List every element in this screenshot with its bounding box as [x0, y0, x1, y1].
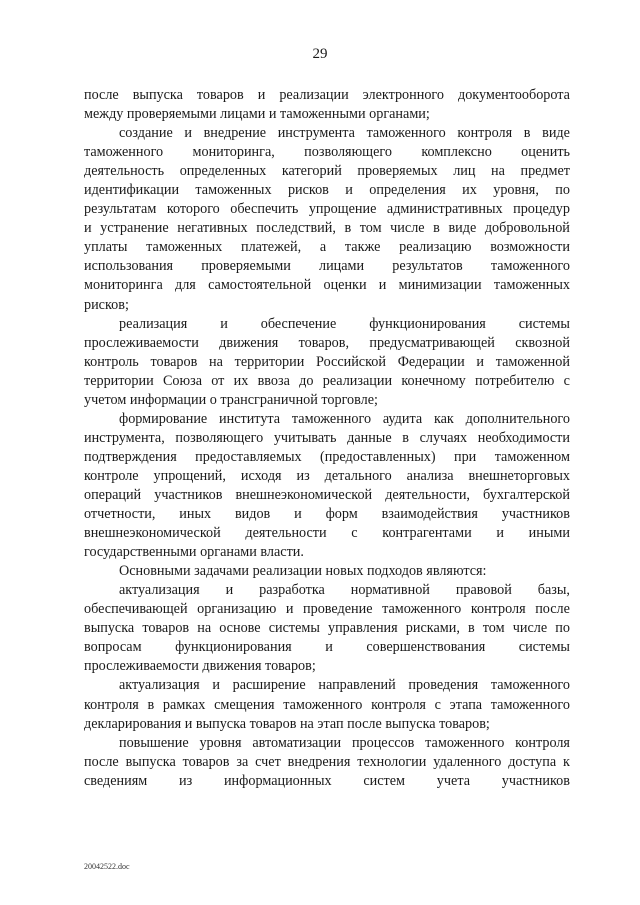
text-line	[84, 429, 570, 448]
word: детального	[324, 467, 392, 484]
word: контроля	[470, 601, 526, 618]
word: нормативной	[350, 582, 430, 599]
word: контрагентами	[382, 525, 472, 542]
word: сведениям	[84, 772, 148, 789]
word: их	[462, 182, 477, 199]
word: и	[84, 220, 92, 237]
text-line: Основными задачами реализации новых подходов являются:	[119, 563, 487, 580]
word: базы,	[537, 582, 570, 599]
word: Союза	[162, 372, 202, 389]
word: таможенных	[146, 239, 223, 256]
word: внешнеэкономической	[235, 486, 373, 503]
text-line	[84, 124, 570, 143]
word: предусматривающей	[369, 334, 495, 351]
word: системы	[268, 620, 320, 637]
word: иных	[179, 506, 212, 523]
word: на	[209, 353, 223, 370]
word: и	[378, 277, 387, 294]
word: контроля	[84, 696, 139, 713]
word: и	[476, 353, 485, 370]
word: последствий,	[256, 220, 336, 237]
word: рамках	[162, 696, 206, 713]
word: учета	[436, 772, 470, 789]
word: видов	[234, 506, 271, 523]
text-line	[84, 600, 570, 619]
word: и	[496, 525, 504, 542]
text-line	[84, 162, 570, 181]
word: и	[285, 601, 294, 618]
word: реализации	[279, 87, 349, 103]
word: таможенного	[490, 696, 570, 713]
word: контроль	[84, 353, 139, 370]
word: комплексно	[421, 144, 492, 161]
word: выпуска	[84, 620, 135, 637]
word: форм	[325, 506, 358, 523]
text-line	[84, 638, 570, 657]
word: функционирования	[175, 639, 292, 656]
text-line	[84, 581, 570, 600]
word: их	[233, 372, 249, 389]
word: по	[555, 620, 570, 637]
word: таможенном	[494, 448, 570, 465]
word: смещения	[214, 696, 275, 713]
word: реализации	[322, 372, 393, 389]
word: числе	[512, 620, 548, 637]
text-line	[84, 181, 570, 200]
word: том	[482, 620, 505, 637]
text-line: рисков;	[84, 296, 129, 313]
word: административных	[386, 201, 503, 218]
word: деятельности,	[385, 486, 470, 503]
word: уровня	[199, 734, 242, 751]
word: операций	[84, 486, 142, 503]
word: товаров	[182, 753, 230, 770]
word: территории	[234, 353, 305, 370]
text-line	[84, 676, 570, 695]
text-line: государственными органами власти.	[84, 544, 304, 561]
word: таможенного	[283, 696, 363, 713]
word: с	[434, 696, 441, 713]
word: в	[467, 620, 475, 637]
word: проведения	[408, 677, 479, 694]
word: управления	[328, 620, 398, 637]
word: при	[454, 448, 477, 465]
text-line	[84, 467, 570, 486]
word: необходимости	[477, 429, 570, 446]
word: как	[433, 410, 454, 427]
text-line	[84, 276, 570, 295]
word: оценить	[521, 144, 570, 161]
word: таможенного	[84, 144, 164, 161]
word: в	[147, 696, 155, 713]
word: функционирования	[369, 315, 486, 332]
word: контроля	[371, 696, 426, 713]
word: взаимодействия	[381, 506, 478, 523]
word: на	[197, 620, 212, 637]
word: для	[175, 277, 196, 294]
word: виде	[448, 220, 477, 237]
word: участников	[154, 486, 223, 503]
word: выпуска	[125, 753, 176, 770]
word: подтверждения	[84, 448, 177, 465]
text-line	[84, 505, 570, 524]
text-line: декларирования и выпуска товаров на этап после выпуска товаров;	[84, 715, 490, 732]
word: упрощений,	[153, 467, 226, 484]
text-line	[84, 353, 570, 372]
word: предмет	[520, 163, 570, 180]
word: контроле	[84, 467, 139, 484]
word: повышение	[119, 734, 189, 751]
page-number: 29	[312, 46, 328, 62]
word: инструмента,	[84, 429, 165, 446]
word: бухгалтерской	[483, 486, 570, 503]
word: уплаты	[84, 239, 128, 256]
text-line	[84, 410, 570, 429]
word: также	[344, 239, 381, 256]
word: внедрения	[287, 753, 351, 770]
word: товаров,	[298, 334, 350, 351]
word: к	[563, 753, 570, 770]
word: конечному	[401, 372, 466, 389]
word: актуализация	[119, 582, 200, 599]
word: информационных	[223, 772, 332, 789]
word: удаленного	[433, 753, 502, 770]
word: и	[225, 582, 234, 599]
word: участников	[501, 772, 570, 789]
word: оценки	[323, 277, 367, 294]
word: и	[325, 639, 333, 656]
word: внешнеторговых	[468, 467, 570, 484]
word: контроля	[515, 734, 570, 751]
text-line	[84, 219, 570, 238]
word: из	[296, 467, 310, 484]
word: отчетности,	[84, 506, 156, 523]
text-line: между проверяемыми лицами и таможенными органами;	[84, 106, 430, 123]
word: категорий	[281, 163, 342, 180]
word: деятельности	[245, 525, 327, 542]
word: результатам	[84, 201, 157, 218]
text-line	[84, 448, 570, 467]
word: таможенного	[291, 410, 372, 427]
word: товаров	[150, 353, 198, 370]
word: учитывать	[273, 429, 337, 446]
word: за	[236, 753, 249, 770]
word: товаров	[196, 87, 244, 103]
word: потребителю	[475, 372, 555, 389]
word: платежей,	[241, 239, 302, 256]
word: участников	[501, 506, 570, 523]
word: формирование	[119, 410, 208, 427]
word: предоставляемых	[195, 448, 302, 465]
word: расширение	[232, 677, 306, 694]
word: добровольной	[484, 220, 570, 237]
word: таможенной	[495, 353, 570, 370]
body-text	[84, 86, 570, 791]
word: документооборота	[458, 87, 570, 103]
word: иными	[528, 525, 570, 542]
word: и	[220, 315, 228, 332]
word: электронного	[362, 87, 444, 103]
word: разработка	[259, 582, 325, 599]
word: прослеживаемости	[84, 334, 199, 351]
word: в	[433, 220, 440, 237]
word: организацию	[197, 601, 277, 618]
text-line	[84, 619, 570, 638]
text-line	[84, 200, 570, 219]
word: после	[84, 753, 119, 770]
footer-file-code: 20042522.doc	[84, 862, 130, 871]
word: Федерации	[397, 353, 465, 370]
word: таможенного	[490, 258, 570, 275]
word: аудита	[382, 410, 423, 427]
text-line	[84, 238, 570, 257]
word: и	[257, 87, 266, 103]
word: минимизации	[398, 277, 482, 294]
word: процессов	[351, 734, 415, 751]
word: рисков	[287, 182, 329, 199]
word: исходя	[240, 467, 282, 484]
word: территории	[84, 372, 154, 389]
word: ввоза	[257, 372, 290, 389]
word: уровня,	[493, 182, 539, 199]
word: в	[344, 220, 352, 237]
word: обеспечить	[230, 201, 299, 218]
word: числе	[390, 220, 425, 237]
word: виде	[542, 125, 570, 142]
word: том	[359, 220, 382, 237]
word: системы	[518, 639, 570, 656]
word: после	[84, 87, 119, 103]
word: в	[402, 429, 409, 446]
word: процедур	[513, 201, 570, 218]
word: определенных	[179, 163, 267, 180]
text-line	[84, 753, 570, 772]
word: этапа	[449, 696, 483, 713]
word: и	[345, 182, 353, 199]
text-line	[84, 315, 570, 334]
word: актуализация	[119, 677, 200, 694]
text-line	[84, 486, 570, 505]
word: по	[555, 182, 570, 199]
word: контроля	[457, 125, 513, 142]
word: обеспечивающей	[84, 601, 188, 618]
word: выпуска	[132, 87, 183, 103]
text-line	[84, 734, 570, 753]
word: определения	[369, 182, 446, 199]
word: и	[184, 125, 192, 142]
word: самостоятельной	[208, 277, 312, 294]
word: основе	[219, 620, 261, 637]
word: на	[491, 163, 505, 180]
word: системы	[518, 315, 570, 332]
word: устранение	[100, 220, 169, 237]
word: проверяемых	[357, 163, 438, 180]
word: упрощение	[308, 201, 377, 218]
word: из	[179, 772, 193, 789]
word: правовой	[455, 582, 512, 599]
word: и	[212, 677, 220, 694]
word: товаров	[142, 620, 190, 637]
word: обеспечение	[260, 315, 337, 332]
word: инструмента	[277, 125, 355, 142]
word: направлений	[318, 677, 396, 694]
text-line	[84, 334, 570, 353]
word: проверяемыми	[201, 258, 291, 275]
word: внешнеэкономической	[84, 525, 221, 542]
word: рисками,	[405, 620, 460, 637]
word: мониторинга,	[192, 144, 275, 161]
text-line	[84, 372, 570, 391]
word: негативных	[177, 220, 248, 237]
word: позволяющего	[175, 429, 264, 446]
word: дополнительного	[465, 410, 570, 427]
word: проведение	[303, 601, 373, 618]
word: после	[535, 601, 570, 618]
word: создание	[119, 125, 173, 142]
word: (предоставленных)	[320, 448, 436, 465]
word: от	[211, 372, 225, 389]
word: реализация	[119, 315, 188, 332]
word: лицами	[319, 258, 365, 275]
word: с	[351, 525, 358, 542]
word: вопросам	[84, 639, 142, 656]
word: реализацию	[399, 239, 472, 256]
word: таможенного	[382, 601, 462, 618]
word: Российской	[316, 353, 386, 370]
word: результатов	[392, 258, 463, 275]
word: таможенного	[490, 677, 570, 694]
word: таможенных	[493, 277, 570, 294]
word: сквозной	[515, 334, 570, 351]
word: случаях	[419, 429, 468, 446]
text-line: прослеживаемости движения товаров;	[84, 658, 316, 675]
word: использования	[84, 258, 174, 275]
word: таможенного	[366, 125, 446, 142]
word: таможенного	[425, 734, 505, 751]
word: внедрение	[203, 125, 267, 142]
word: которого	[166, 201, 220, 218]
word: доступа	[508, 753, 557, 770]
word: счет	[255, 753, 281, 770]
word: лиц	[453, 163, 476, 180]
word: систем	[363, 772, 406, 789]
word: возможности	[490, 239, 570, 256]
word: до	[299, 372, 314, 389]
word: института	[219, 410, 281, 427]
word: совершенствования	[366, 639, 486, 656]
text-line	[84, 257, 570, 276]
text-line	[84, 143, 570, 162]
word: а	[319, 239, 327, 256]
text-line	[84, 696, 570, 715]
text-line	[84, 86, 570, 105]
word: движения	[219, 334, 279, 351]
word: данные	[347, 429, 392, 446]
word: технологии	[357, 753, 427, 770]
word: идентификации	[84, 182, 180, 199]
word: деятельность	[84, 163, 165, 180]
word: позволяющего	[304, 144, 392, 161]
word: мониторинга	[84, 277, 163, 294]
word: в	[523, 125, 531, 142]
word: с	[563, 372, 570, 389]
word: анализа	[406, 467, 454, 484]
word: таможенных	[195, 182, 272, 199]
word: и	[294, 506, 302, 523]
text-line	[84, 524, 570, 543]
text-line	[84, 772, 570, 791]
word: автоматизации	[252, 734, 342, 751]
text-line: учетом информации о трансграничной торговле;	[84, 391, 378, 408]
